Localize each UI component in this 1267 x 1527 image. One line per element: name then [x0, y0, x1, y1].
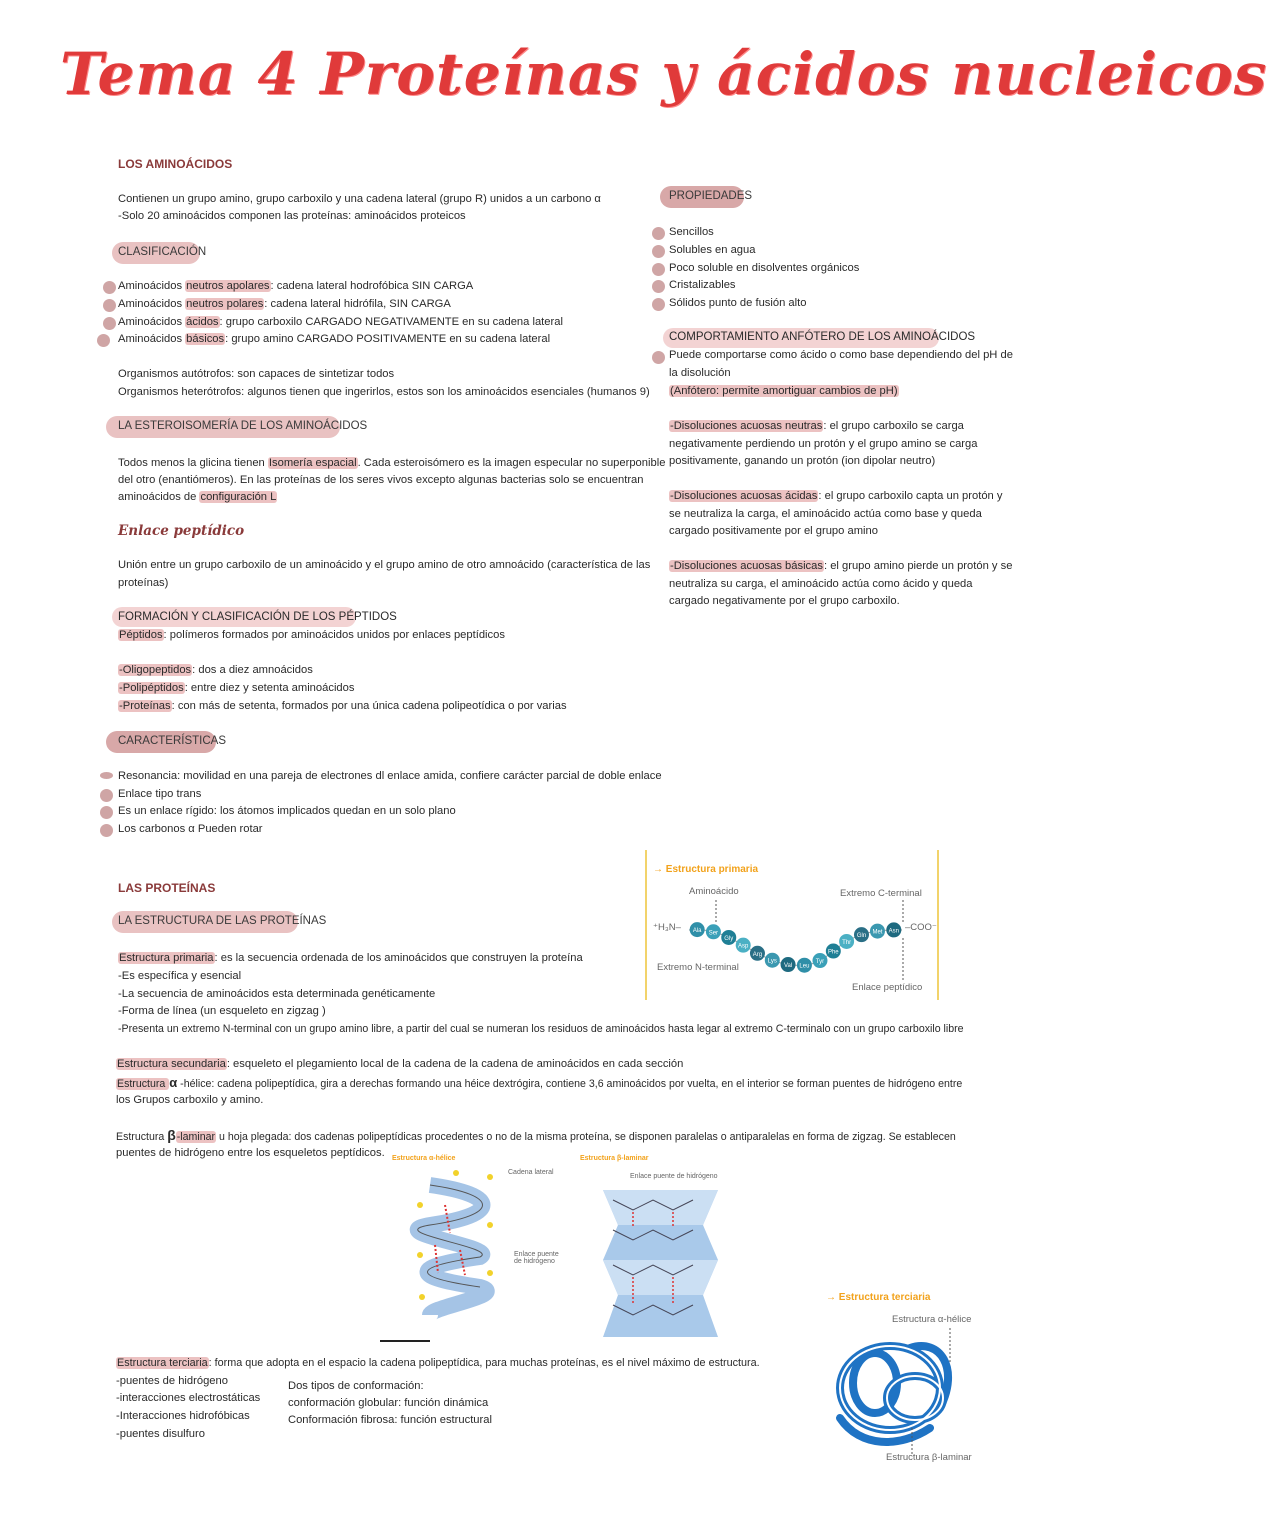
amino-acid-bead — [826, 944, 841, 959]
anfotero-line-1: Puede comportarse como ácido o como base dependiendo del pH de — [669, 349, 1013, 361]
formacion-heading: FORMACIÓN Y CLASIFICACIÓN DE LOS PÉPTIDOS — [118, 611, 397, 623]
svg-text:Ser: Ser — [708, 930, 719, 937]
puente-hidrogeno-label: Enlace puente de hidrógeno — [514, 1251, 559, 1265]
estereo-line-1: Todos menos la glicina tienen Isomería espacial. Cada esteroisómero es la imagen especular no superponible — [118, 457, 666, 469]
beta-figure-title: Estructura β-laminar — [580, 1155, 649, 1162]
svg-text:Thr: Thr — [842, 939, 852, 946]
tipo-oligopeptidos: -Oligopeptidos: dos a diez amnoácidos — [119, 664, 313, 676]
intro-line-1: Contienen un grupo amino, grupo carboxilo y una cadena lateral (grupo R) unidos a un carbono α — [118, 193, 601, 205]
anfotero-line-3: (Anfótero: permite amortiguar cambios de pH) — [670, 385, 898, 397]
bullet-dot — [100, 789, 113, 802]
bullet-dot — [97, 334, 110, 347]
bullet-dot — [103, 299, 116, 312]
terciaria-item-2: -interacciones electrostáticas — [116, 1392, 261, 1404]
conformacion-fibrosa: Conformación fibrosa: función estructural — [288, 1414, 492, 1426]
amino-acid-bead — [839, 934, 854, 949]
anfotero-heading: COMPORTAMIENTO ANFÓTERO DE LOS AMINOÁCIDOS — [669, 331, 976, 343]
caract-item-3: Es un enlace rígido: los átomos implicados quedan en un solo plano — [118, 805, 456, 817]
alpha-helix-figure — [390, 1155, 570, 1345]
estereo-line-3: aminoácidos de configuración L — [118, 491, 277, 503]
acidas-line-2: se neutraliza la carga, el aminoácido actúa como base y queda — [669, 508, 982, 520]
propiedades-label: PROPIEDADES — [669, 190, 753, 202]
amino-acid-bead — [750, 946, 765, 961]
estereo-label: LA ESTEROISOMERÍA DE LOS AMINOÁCIDOS — [118, 420, 368, 432]
primaria-item-4: -Presenta un extremo N-terminal con un grupo amino libre, a partir del cual se numeran los residuos de aminoácidos hasta legar al extremo C-terminalo con un grupo carboxilo libre — [118, 1023, 964, 1035]
svg-text:Lys: Lys — [767, 958, 777, 965]
clasif-item-4: Aminoácidos básicos: grupo amino CARGADO POSITIVAMENTE en su cadena lateral — [118, 333, 551, 345]
primaria-item-3: -Forma de línea (un esqueleto en zigzag ) — [118, 1005, 326, 1017]
caracteristicas-label: CARACTERÍSTICAS — [118, 735, 226, 747]
tipo-polipeptidos: -Polipéptidos: entre diez y setenta aminoácidos — [119, 682, 355, 694]
clasif-item-2: Aminoácidos neutros polares: cadena lateral hidrófila, SIN CARGA — [118, 298, 451, 310]
enlace-line-1: Unión entre un grupo carboxilo de un aminoácido y el grupo amino de otro amnoácido (característica de las — [118, 559, 651, 571]
secundaria-def: Estructura secundaria: esqueleto el plegamiento local de la cadena de la cadena de aminoácidos en cada sección — [117, 1058, 684, 1070]
intro-line-2: -Solo 20 aminoácidos componen las proteínas: aminoácidos proteicos — [118, 210, 466, 222]
amino-acid-bead — [781, 957, 796, 972]
terciaria-item-4: -puentes disulfuro — [116, 1428, 205, 1440]
tertiary-structure-figure — [820, 1288, 1000, 1468]
basicas-line-1: -Disoluciones acuosas básicas: el grupo amino pierde un protón y se — [670, 560, 1013, 572]
clasif-item-3: Aminoácidos ácidos: grupo carboxilo CARGADO NEGATIVAMENTE en su cadena lateral — [118, 316, 563, 328]
svg-text:Tyr: Tyr — [815, 959, 825, 966]
terciaria-item-3: -Interacciones hidrofóbicas — [116, 1410, 250, 1422]
amino-acid-bead — [870, 924, 885, 939]
caract-item-4: Los carbonos α Pueden rotar — [118, 823, 263, 835]
aminoacidos-heading: LOS AMINOÁCIDOS — [118, 157, 233, 171]
terciaria-item-1: -puentes de hidrógeno — [116, 1375, 228, 1387]
conformacion-title: Dos tipos de conformación: — [288, 1380, 424, 1392]
beta-sheet-figure — [578, 1155, 728, 1345]
amino-acid-bead — [854, 927, 869, 942]
caract-item-2: Enlace tipo trans — [118, 788, 202, 800]
caract-item-1: Resonancia: movilidad en una pareja de electrones dl enlace amida, confiere carácter parcial de doble enlace — [118, 770, 662, 782]
estereo-line-2: del otro (enantiómeros). En las proteínas de los seres vivos excepto algunas bacterias solo se encuentran — [118, 474, 644, 486]
cadena-lateral-label: Cadena lateral — [508, 1169, 554, 1176]
coo-label: –COO⁻ — [905, 922, 937, 933]
bullet-dot — [652, 298, 665, 311]
neutras-line-3: positivamente, ganando un protón (ion dipolar neutro) — [669, 455, 936, 467]
bullet-dot — [100, 772, 113, 779]
bullet-dot — [652, 263, 665, 276]
svg-text:Phe: Phe — [827, 949, 839, 956]
proteinas-heading: LAS PROTEÍNAS — [118, 881, 216, 895]
primaria-def: Estructura primaria: es la secuencia ordenada de los aminoácidos que construyen la proteína — [119, 952, 583, 964]
propiedad-5: Sólidos punto de fusión alto — [669, 297, 807, 309]
svg-text:Asp: Asp — [738, 943, 749, 950]
neutras-line-1: -Disoluciones acuosas neutras: el grupo carboxilo se carga — [670, 420, 964, 432]
acidas-line-3: cargado positivamente por el grupo amino — [669, 525, 878, 537]
amino-acid-bead — [765, 953, 780, 968]
acidas-line-1: -Disoluciones acuosas ácidas: el grupo carboxilo capta un protón y — [670, 490, 1003, 502]
bullet-dot — [652, 227, 665, 240]
n-terminal-label: Extremo N-terminal — [657, 962, 739, 973]
alpha-figure-title: Estructura α-hélice — [392, 1155, 456, 1162]
estructura-label: LA ESTRUCTURA DE LAS PROTEÍNAS — [118, 915, 327, 927]
svg-text:Gly: Gly — [724, 935, 734, 942]
primary-figure-title: → Estructura primaria — [653, 864, 759, 875]
amino-acid-bead — [721, 930, 736, 945]
nh3-label: ⁺H₃N– — [653, 922, 681, 933]
neutras-line-2: negativamente perdiendo un protón y el grupo amino se carga — [669, 438, 978, 450]
svg-text:Leu: Leu — [799, 963, 810, 970]
beta-line-1: Estructura β-laminar u hoja plegada: dos cadenas polipeptídicas procedentes o no de la misma proteína, se disponen paralelas o antiparalelas en forma de zigzag. Se establecen — [116, 1127, 956, 1143]
bullet-dot — [652, 245, 665, 258]
amino-acid-bead — [886, 922, 901, 937]
tertiary-alfa-label: Estructura α-hélice — [892, 1314, 972, 1325]
svg-text:Val: Val — [783, 963, 793, 970]
chain-backbone — [689, 930, 902, 966]
beta-line-2: puentes de hidrógeno entre los esqueletos peptídicos. — [116, 1147, 385, 1159]
tipo-proteinas: -Proteínas: con más de setenta, formados por una única cadena polipeotídica o por varias — [119, 700, 567, 712]
tertiary-beta-label: Estructura β-laminar — [886, 1452, 972, 1463]
amino-acid-bead — [690, 922, 705, 937]
alfa-line-2: los Grupos carboxilo y amino. — [116, 1094, 264, 1106]
bullet-dot — [652, 280, 665, 293]
organismos-heterotrofos: Organismos heterótrofos: algunos tienen que ingerirlos, estos son los aminoácidos esenciales (humanos 9) — [118, 386, 650, 398]
amino-acid-bead — [797, 958, 812, 973]
bullet-dot — [652, 351, 665, 364]
primary-structure-figure — [645, 850, 939, 1000]
clasif-item-1: Aminoácidos neutros apolares: cadena lateral hodrofóbica SIN CARGA — [118, 280, 474, 292]
svg-text:Gln: Gln — [856, 933, 867, 940]
organismos-autotrofos: Organismos autótrofos: son capaces de sintetizar todos — [118, 368, 395, 380]
svg-text:Met: Met — [872, 929, 883, 936]
clasificacion-label: CLASIFICACIÓN — [118, 246, 207, 258]
basicas-line-2: neutraliza su carga, el aminoácido actúa como ácido y queda — [669, 578, 973, 590]
svg-text:Ala: Ala — [692, 928, 702, 935]
bullet-dot — [100, 824, 113, 837]
peptidos-def: Péptidos: polímeros formados por aminoácidos unidos por enlaces peptídicos — [119, 629, 505, 641]
amino-acid-bead — [812, 953, 827, 968]
amino-acid-bead — [736, 938, 751, 953]
amino-acid-bead — [706, 924, 721, 939]
c-terminal-label: Extremo C-terminal — [840, 888, 922, 899]
primaria-item-1: -Es específica y esencial — [118, 970, 242, 982]
propiedad-4: Cristalizables — [669, 279, 736, 291]
bullet-dot — [100, 806, 113, 819]
propiedad-3: Poco soluble en disolventes orgánicos — [669, 262, 860, 274]
enlace-line-2: proteínas) — [118, 577, 169, 589]
propiedad-1: Sencillos — [669, 226, 714, 238]
enlace-heading: Enlace peptídico — [118, 523, 245, 539]
conformacion-globular: conformación globular: función dinámica — [288, 1397, 489, 1409]
page-title: Tema 4 Proteínas y ácidos nucleicos — [60, 40, 1267, 108]
amino-acid-chain — [647, 850, 937, 1000]
propiedad-2: Solubles en agua — [669, 244, 756, 256]
bullet-dot — [103, 317, 116, 330]
aminoacido-label: Aminoácido — [689, 886, 739, 897]
anfotero-line-2: la disolución — [669, 367, 731, 379]
primaria-item-2: -La secuencia de aminoácidos esta determinada genéticamente — [118, 988, 436, 1000]
basicas-line-3: cargado negativamente por el grupo carboxilo. — [669, 595, 900, 607]
svg-text:Arg: Arg — [752, 951, 763, 958]
alfa-line-1: Estructura α -hélice: cadena polipeptídica, gira a derechas formando una héice dextrógira, contiene 3,6 aminoácidos por vuelta, en el interior se forman puentes de hidrógeno entre — [117, 1075, 963, 1090]
enlace-peptidico-label: Enlace peptídico — [852, 982, 923, 993]
svg-text:Asn: Asn — [888, 928, 899, 935]
bullet-dot — [103, 281, 116, 294]
terciaria-def: Estructura terciaria: forma que adopta en el espacio la cadena polipeptídica, para muchas proteínas, es el nivel máximo de estructura. — [117, 1357, 760, 1369]
tertiary-figure-title: → Estructura terciaria — [826, 1292, 931, 1303]
beta-puente-label: Enlace puente de hidrógeno — [630, 1173, 718, 1180]
